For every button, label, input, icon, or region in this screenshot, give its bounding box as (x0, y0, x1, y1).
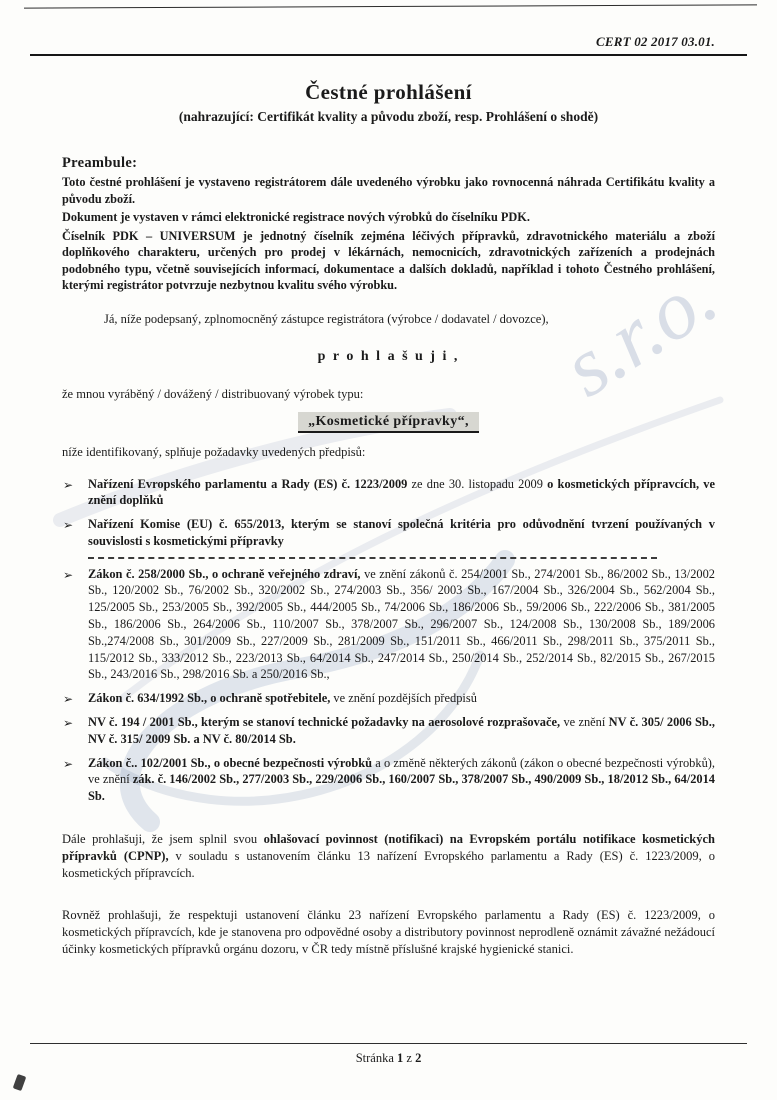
regulation-item (62, 476, 715, 510)
text-segment: ve znění (560, 715, 609, 730)
declaration-verb: p r o h l a š u j i , (317, 348, 460, 364)
text-segment: Dále prohlašuji, že jsem splnil svou (62, 832, 264, 847)
arrow-bullet-icon: ➢ (63, 567, 74, 582)
text-segment: Zákon č. 634/1992 Sb., o ochraně spotřebitele, (88, 691, 331, 706)
regulation-item (62, 516, 715, 550)
product-type-row (62, 412, 715, 433)
regulation-text (88, 517, 715, 548)
page-title: Čestné prohlášení (305, 80, 472, 104)
text-segment: ze dne 30. listopadu 2009 (407, 476, 548, 491)
page-number (0, 1051, 777, 1066)
doc-ref: CERT 02 2017 03.01. (595, 34, 715, 49)
compliance-line: níže identifikovaný, splňuje požadavky uvedených předpisů: (62, 444, 366, 459)
regulation-text (88, 691, 477, 705)
regulation-text (88, 567, 715, 682)
text-segment: o kosmetických přípravcích, ve znění doplňků (88, 476, 715, 508)
preamble-paragraph: Dokument je vystaven v rámci elektronické registrace nových výrobků do číselníku PDK. (62, 210, 530, 224)
regulation-text (88, 477, 715, 508)
regulation-item (62, 714, 715, 748)
regulation-item (62, 690, 715, 707)
text-segment: Nařízení Evropského parlamentu a Rady (ES) č. 1223/2009 (88, 476, 408, 491)
scan-corner-artifact (13, 1074, 27, 1091)
arrow-bullet-icon: ➢ (63, 692, 74, 707)
text-segment: Zákon č.. 102/2001 Sb., o obecné bezpečnosti výrobků (88, 755, 373, 770)
page-subtitle: (nahrazující: Certifikát kvality a původu zboží, resp. Prohlášení o shodě) (178, 109, 599, 124)
text-segment: 1 (397, 1051, 404, 1065)
arrow-bullet-icon: ➢ (63, 477, 74, 492)
text-segment: ohlašovací povinnost (notifikaci) na Evropském portálu notifikace kosmetických přípravků (CPNP), (62, 832, 715, 863)
arrow-bullet-icon: ➢ (63, 518, 74, 533)
preamble-paragraph: Toto čestné prohlášení je vystaveno registrátorem dále uvedeného výrobku jako rovnocenná náhrada Certifikátu kvality a původu zboží. (62, 175, 715, 206)
regulation-item (62, 566, 715, 684)
text-segment: zák. č. 146/2002 Sb., 277/2003 Sb., 229/2006 Sb., 160/2007 Sb., 378/2007 Sb., 490/2009 Sb., 18/2012 Sb., 64/2014 Sb. (88, 772, 715, 804)
text-segment: Rovněž prohlašuji, že respektuji ustanovení článku 23 nařízení Evropského parlamentu a Rady (ES) č. 1223/2009, o kosmetických přípravcích, kde je stanovena pro odpovědné osoby a distributory povinnost neprodleně oznámit závažné nežádoucí účinky kosmetických přípravků orgánu dozoru, v ČR tedy místně příslušné krajské hygienické stanici. (62, 908, 715, 957)
arrow-bullet-icon: ➢ (63, 756, 74, 771)
watermark-text: s.r.o. (547, 249, 733, 415)
arrow-bullet-icon: ➢ (63, 716, 74, 731)
text-segment: 2 (415, 1051, 422, 1065)
product-type-highlight: „Kosmetické přípravky“, (298, 412, 479, 433)
product-type-line: že mnou vyráběný / dovážený / distribuovaný výrobek typu: (62, 386, 364, 401)
preamble-heading: Preambule: (62, 155, 138, 171)
text-segment: Zákon č. 258/2000 Sb., o ochraně veřejného zdraví, (88, 566, 361, 581)
declaration-intro: Já, níže podepsaný, zplnomocněný zástupce registrátora (výrobce / dodavatel / dovozce), (104, 311, 549, 326)
closing-paragraph (62, 907, 715, 957)
text-segment: NV č. 305/ 2006 Sb., NV č. 315/ 2009 Sb. a NV č. 80/2014 Sb. (88, 715, 715, 746)
text-segment: a o změně některých zákonů (zákon o obecné bezpečnosti výrobků), ve znění (88, 755, 715, 787)
page-footer (0, 1043, 777, 1066)
text-segment: NV č. 194 / 2001 Sb., kterým se stanoví technické požadavky na aerosolové rozprašovače, (88, 715, 561, 730)
regulation-item (62, 755, 715, 805)
footer-rule (30, 1043, 747, 1044)
closing-paragraph (62, 831, 715, 881)
dashed-separator (88, 557, 657, 559)
preamble-paragraph: Číselník PDK – UNIVERSUM je jednotný číselník zejména léčivých přípravků, zdravotnického materiálu a zboží doplňkového charakteru, určených pro prodej v lékárnách, nemocnicích, zdravotnických zařízeních a prodejnách podobného typu, včetně souvisejících informací, dokumentace a dalších dokladů, například i tohoto Čestného prohlášení, kterými registrátor potvrzuje nezbytnou kvalitu svého výrobku. (62, 228, 715, 292)
text-segment: v souladu s ustanovením článku 13 nařízení Evropského parlamentu a Rady (ES) č. 1223/2009, o kosmetických přípravcích. (62, 848, 715, 880)
text-segment: ve znění zákonů č. 254/2001 Sb., 274/2001 Sb., 86/2002 Sb., 13/2002 Sb., 120/2002 Sb., 76/2002 Sb., 320/2002 Sb., 274/2003 Sb., 356/ 2003 Sb., 167/2004 Sb., 326/2004 Sb., 562/2004 Sb., 125/2005 Sb., 253/2005 Sb., 392/2005 Sb., 444/2005 Sb., 74/2006 Sb., 186/2006 Sb., 59/2006 Sb., 222/2006 Sb., 381/2005 Sb., 186/2006 Sb., 264/2006 Sb., 110/2007 Sb., 378/2007 Sb., 296/2007 Sb., 124/2008 Sb., 130/2008 Sb., 189/2006 Sb.,274/2008 Sb., 301/2009 Sb., 227/2009 Sb., 281/2009 Sb., 151/2011 Sb., 466/2011 Sb., 298/2011 Sb., 375/2011 Sb., 115/2012 Sb., 333/2012 Sb., 223/2013 Sb., 64/2014 Sb., 247/2014 Sb., 250/2014 Sb., 252/2014 Sb., 82/2015 Sb., 267/2015 Sb., 243/2016 Sb., 298/2016 Sb. a 250/2016 Sb., (88, 566, 715, 682)
regulation-text (88, 756, 715, 804)
text-segment: Nařízení Komise (EU) č. 655/2013, kterým se stanoví společná kritéria pro odůvodnění tvrzení používaných v souvislosti s kosmetickými přípravky (88, 517, 715, 548)
text-segment: ve znění pozdějších předpisů (330, 691, 477, 706)
regulations-list (62, 476, 715, 806)
header-rule (30, 54, 747, 56)
text-segment: z (403, 1051, 416, 1065)
regulation-text (88, 715, 715, 746)
text-segment: Stránka (355, 1051, 397, 1065)
